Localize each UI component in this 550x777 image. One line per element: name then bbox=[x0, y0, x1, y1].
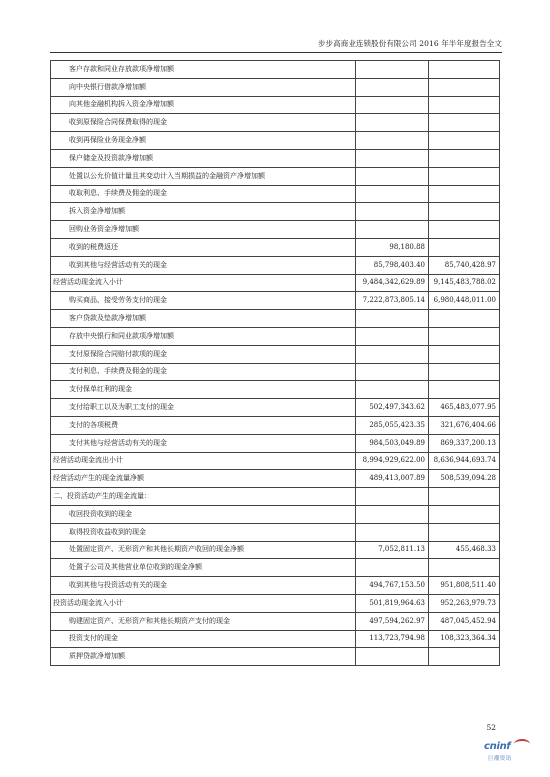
row-label: 取得投资收益收到的现金 bbox=[51, 523, 356, 541]
current-period-value bbox=[356, 381, 429, 399]
table-row bbox=[51, 292, 500, 310]
row-label: 收到再保险业务现金净额 bbox=[51, 132, 356, 150]
prior-period-value bbox=[429, 238, 500, 256]
current-period-value bbox=[356, 114, 429, 132]
table-row bbox=[51, 399, 500, 417]
current-period-value bbox=[356, 648, 429, 666]
prior-period-value bbox=[429, 78, 500, 96]
row-label: 收取利息、手续费及佣金的现金 bbox=[51, 185, 356, 203]
table-row bbox=[51, 203, 500, 221]
current-period-value: 7,052,811.13 bbox=[356, 541, 429, 559]
row-label: 支付利息、手续费及佣金的现金 bbox=[51, 363, 356, 381]
row-label: 处置以公允价值计量且其变动计入当期损益的金融资产净增加额 bbox=[51, 167, 356, 185]
row-label: 处置子公司及其他营业单位收到的现金净额 bbox=[51, 559, 356, 577]
current-period-value bbox=[356, 96, 429, 114]
prior-period-value bbox=[429, 327, 500, 345]
report-header-title: 步步高商业连锁股份有限公司 2016 年半年度报告全文 bbox=[317, 39, 502, 48]
current-period-value bbox=[356, 488, 429, 506]
current-period-value bbox=[356, 221, 429, 239]
table-row bbox=[51, 416, 500, 434]
table-row bbox=[51, 559, 500, 577]
current-period-value bbox=[356, 345, 429, 363]
row-label: 支付的各项税费 bbox=[51, 416, 356, 434]
table-row bbox=[51, 523, 500, 541]
current-period-value bbox=[356, 167, 429, 185]
row-label: 收回投资收到的现金 bbox=[51, 505, 356, 523]
table-row bbox=[51, 488, 500, 506]
cash-flow-table-body bbox=[51, 61, 500, 666]
current-period-value bbox=[356, 78, 429, 96]
table-row bbox=[51, 256, 500, 274]
page-number: 52 bbox=[486, 723, 496, 732]
header-rule bbox=[50, 52, 502, 53]
table-row bbox=[51, 505, 500, 523]
current-period-value bbox=[356, 505, 429, 523]
row-label: 收到原保险合同保费取得的现金 bbox=[51, 114, 356, 132]
table-row bbox=[51, 541, 500, 559]
current-period-value: 489,413,007.89 bbox=[356, 470, 429, 488]
prior-period-value bbox=[429, 221, 500, 239]
row-label: 二、投资活动产生的现金流量： bbox=[51, 488, 356, 506]
row-label: 经营活动产生的现金流量净额 bbox=[51, 470, 356, 488]
table-row bbox=[51, 78, 500, 96]
prior-period-value bbox=[429, 96, 500, 114]
table-row bbox=[51, 470, 500, 488]
row-label: 客户存款和同业存放款项净增加额 bbox=[51, 61, 356, 79]
prior-period-value bbox=[429, 132, 500, 150]
prior-period-value bbox=[429, 61, 500, 79]
prior-period-value bbox=[429, 488, 500, 506]
current-period-value bbox=[356, 363, 429, 381]
cash-flow-table bbox=[50, 60, 500, 666]
row-label: 支付保单红利的现金 bbox=[51, 381, 356, 399]
row-label: 存放中央银行和同业款项净增加额 bbox=[51, 327, 356, 345]
current-period-value: 285,055,423.35 bbox=[356, 416, 429, 434]
table-row bbox=[51, 185, 500, 203]
prior-period-value: 455,468.33 bbox=[429, 541, 500, 559]
prior-period-value bbox=[429, 345, 500, 363]
row-label: 处置固定资产、无形资产和其他长期资产收回的现金净额 bbox=[51, 541, 356, 559]
row-label: 购建固定资产、无形资产和其他长期资产支付的现金 bbox=[51, 612, 356, 630]
table-row bbox=[51, 630, 500, 648]
current-period-value bbox=[356, 132, 429, 150]
table-row bbox=[51, 612, 500, 630]
table-row bbox=[51, 327, 500, 345]
prior-period-value bbox=[429, 167, 500, 185]
cninfo-logo-swoosh-icon bbox=[514, 739, 530, 749]
current-period-value: 8,994,929,622.00 bbox=[356, 452, 429, 470]
current-period-value bbox=[356, 185, 429, 203]
table-row bbox=[51, 381, 500, 399]
table-row bbox=[51, 577, 500, 595]
prior-period-value: 951,808,511.40 bbox=[429, 577, 500, 595]
prior-period-value bbox=[429, 185, 500, 203]
prior-period-value: 85,740,428.97 bbox=[429, 256, 500, 274]
row-label: 保户储金及投资款净增加额 bbox=[51, 149, 356, 167]
prior-period-value bbox=[429, 648, 500, 666]
prior-period-value: 9,145,483,788.02 bbox=[429, 274, 500, 292]
table-row bbox=[51, 167, 500, 185]
row-label: 购买商品、接受劳务支付的现金 bbox=[51, 292, 356, 310]
row-label: 支付原保险合同赔付款项的现金 bbox=[51, 345, 356, 363]
prior-period-value: 108,323,364.34 bbox=[429, 630, 500, 648]
prior-period-value bbox=[429, 381, 500, 399]
prior-period-value bbox=[429, 523, 500, 541]
row-label: 支付给职工以及为职工支付的现金 bbox=[51, 399, 356, 417]
row-label: 经营活动现金流入小计 bbox=[51, 274, 356, 292]
prior-period-value: 952,263,979.73 bbox=[429, 594, 500, 612]
row-label: 向其他金融机构拆入资金净增加额 bbox=[51, 96, 356, 114]
current-period-value: 984,503,049.89 bbox=[356, 434, 429, 452]
row-label: 投资活动现金流入小计 bbox=[51, 594, 356, 612]
table-row bbox=[51, 149, 500, 167]
row-label: 回购业务资金净增加额 bbox=[51, 221, 356, 239]
prior-period-value bbox=[429, 505, 500, 523]
prior-period-value: 6,980,448,011.00 bbox=[429, 292, 500, 310]
prior-period-value bbox=[429, 310, 500, 328]
current-period-value bbox=[356, 523, 429, 541]
table-row bbox=[51, 221, 500, 239]
table-row bbox=[51, 310, 500, 328]
prior-period-value: 869,337,200.13 bbox=[429, 434, 500, 452]
cninfo-logo-mark: cninf bbox=[484, 741, 511, 752]
prior-period-value bbox=[429, 363, 500, 381]
row-label: 收到其他与经营活动有关的现金 bbox=[51, 256, 356, 274]
table-row bbox=[51, 345, 500, 363]
table-row bbox=[51, 96, 500, 114]
table-row bbox=[51, 132, 500, 150]
row-label: 向中央银行借款净增加额 bbox=[51, 78, 356, 96]
row-label: 支付其他与经营活动有关的现金 bbox=[51, 434, 356, 452]
row-label: 客户贷款及垫款净增加额 bbox=[51, 310, 356, 328]
table-row bbox=[51, 61, 500, 79]
table-row bbox=[51, 648, 500, 666]
current-period-value: 502,497,343.62 bbox=[356, 399, 429, 417]
prior-period-value bbox=[429, 559, 500, 577]
prior-period-value: 487,045,452.94 bbox=[429, 612, 500, 630]
current-period-value: 494,767,153.50 bbox=[356, 577, 429, 595]
current-period-value: 85,798,403.40 bbox=[356, 256, 429, 274]
row-label: 收到其他与投资活动有关的现金 bbox=[51, 577, 356, 595]
current-period-value bbox=[356, 310, 429, 328]
prior-period-value: 321,676,404.66 bbox=[429, 416, 500, 434]
table-row bbox=[51, 238, 500, 256]
table-row bbox=[51, 114, 500, 132]
cninfo-logo bbox=[484, 741, 544, 767]
prior-period-value bbox=[429, 114, 500, 132]
current-period-value: 113,723,794.98 bbox=[356, 630, 429, 648]
table-row bbox=[51, 594, 500, 612]
row-label: 拆入资金净增加额 bbox=[51, 203, 356, 221]
table-row bbox=[51, 452, 500, 470]
current-period-value bbox=[356, 559, 429, 577]
current-period-value: 9,484,342,629.89 bbox=[356, 274, 429, 292]
prior-period-value bbox=[429, 203, 500, 221]
table-row bbox=[51, 434, 500, 452]
current-period-value bbox=[356, 203, 429, 221]
current-period-value bbox=[356, 327, 429, 345]
current-period-value: 7,222,873,805.14 bbox=[356, 292, 429, 310]
table-row bbox=[51, 363, 500, 381]
row-label: 收到的税费返还 bbox=[51, 238, 356, 256]
current-period-value: 501,819,964.63 bbox=[356, 594, 429, 612]
row-label: 质押贷款净增加额 bbox=[51, 648, 356, 666]
table-row bbox=[51, 274, 500, 292]
current-period-value bbox=[356, 149, 429, 167]
cninfo-logo-subtitle: 巨潮资讯 bbox=[488, 756, 512, 762]
prior-period-value: 465,483,077.95 bbox=[429, 399, 500, 417]
row-label: 投资支付的现金 bbox=[51, 630, 356, 648]
current-period-value: 497,594,262.97 bbox=[356, 612, 429, 630]
current-period-value bbox=[356, 61, 429, 79]
prior-period-value: 508,539,094.28 bbox=[429, 470, 500, 488]
prior-period-value: 8,636,944,693.74 bbox=[429, 452, 500, 470]
row-label: 经营活动现金流出小计 bbox=[51, 452, 356, 470]
prior-period-value bbox=[429, 149, 500, 167]
current-period-value: 98,180.88 bbox=[356, 238, 429, 256]
